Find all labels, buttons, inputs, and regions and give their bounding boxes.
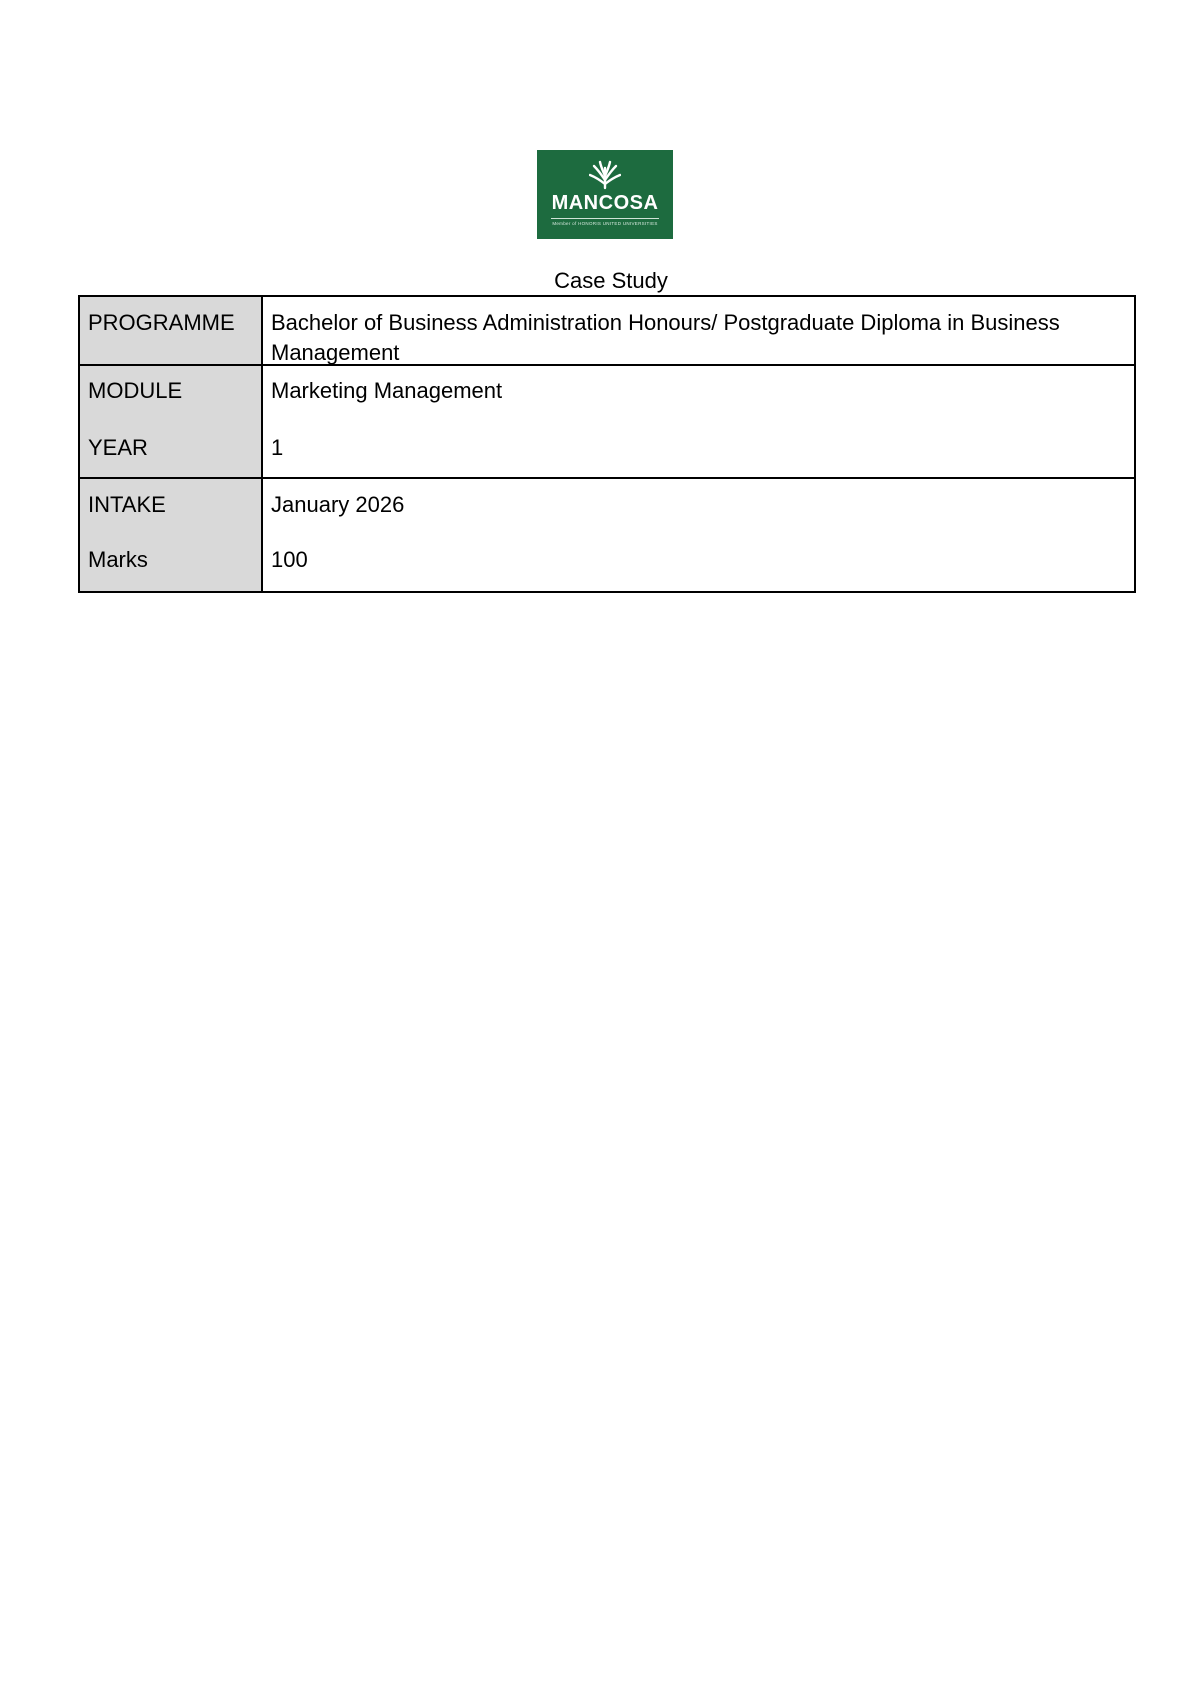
- mancosa-logo: [537, 150, 673, 239]
- table-row-label-module: MODULE: [88, 378, 183, 403]
- row-divider: [80, 477, 1134, 479]
- logo-tagline: Member of HONORIS UNITED UNIVERSITIES: [552, 221, 658, 226]
- table-row-value-intake: January 2026: [271, 492, 405, 517]
- table-row-label-programme: PROGRAMME: [88, 310, 235, 335]
- table-row-label-marks: Marks: [88, 547, 148, 572]
- cell-border-tick: [78, 373, 80, 423]
- table-row-label-intake: INTAKE: [88, 492, 166, 517]
- table-row-value-programme: Bachelor of Business Administration Honours/ Postgraduate Diploma in Business Management: [271, 310, 1060, 365]
- cell-border-tick: [78, 487, 80, 537]
- cell-border-tick: [78, 309, 80, 361]
- programme-info-table: [78, 295, 1136, 593]
- table-row-value-year: 1: [271, 435, 284, 460]
- cell-border-tick: [78, 430, 80, 475]
- logo-wordmark: MANCOSA: [551, 192, 659, 214]
- table-row-label-year: YEAR: [88, 435, 148, 460]
- table-row-value-module: Marketing Management: [271, 378, 503, 403]
- table-row-value-marks: 100: [271, 547, 308, 572]
- document-title: Case Study: [554, 268, 668, 293]
- wheat-sheaf-icon: [589, 160, 621, 190]
- logo-rule: [551, 218, 659, 219]
